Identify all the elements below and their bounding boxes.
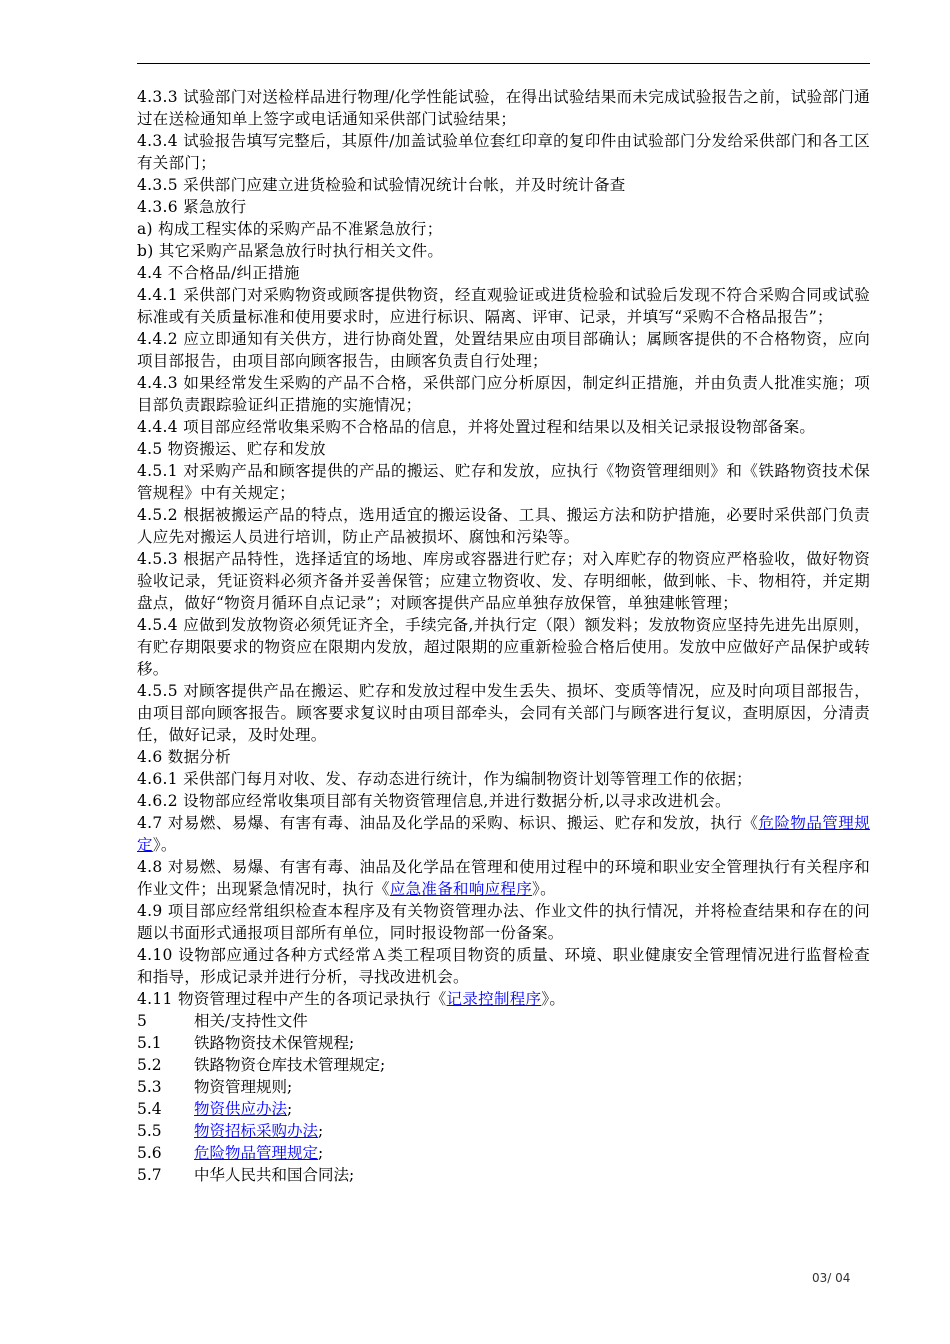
paragraph-4-8-text: 4.8 对易燃、易爆、有害有毒、油品及化学品在管理和使用过程中的环境和职业安全管理执行有关程序和作业文件；出现紧急情况时，执行《 bbox=[137, 858, 870, 898]
paragraph-4-4-1: 4.4.1 采供部门对采购物资或顾客提供物资，经直观验证或进货检验和试验后发现不符合采购合同或试验标准或有关质量标准和使用要求时，应进行标识、隔离、评审、记录，并填写“采购不合格品报告”； bbox=[137, 286, 870, 326]
reference-number: 5.1 bbox=[137, 1034, 162, 1052]
reference-item bbox=[137, 1032, 870, 1054]
reference-item bbox=[137, 1054, 870, 1076]
paragraph-4-3-5: 4.3.5 采供部门应建立进货检验和试验情况统计台帐，并及时统计备查 bbox=[137, 176, 626, 194]
reference-number: 5.2 bbox=[137, 1056, 162, 1074]
page-number: 03/ 04 bbox=[812, 1271, 851, 1285]
paragraph-4-3-6: 4.3.6 紧急放行 bbox=[137, 198, 247, 216]
paragraph-4-7 bbox=[137, 812, 870, 856]
reference-number: 5.3 bbox=[137, 1078, 162, 1096]
reference-text: 铁路物资技术保管规程; bbox=[194, 1034, 355, 1052]
paragraph-4-4-3: 4.4.3 如果经常发生采购的产品不合格，采供部门应分析原因，制定纠正措施，并由负责人批准实施；项目部负责跟踪验证纠正措施的实施情况； bbox=[137, 374, 870, 414]
paragraph-4-4-4: 4.4.4 项目部应经常收集采购不合格品的信息，并将处置过程和结果以及相关记录报设物部备案。 bbox=[137, 418, 816, 436]
paragraph-4-7-end: 》。 bbox=[152, 836, 177, 854]
paragraph-4-5-4: 4.5.4 应做到发放物资必须凭证齐全，手续完备,并执行定（限）额发料；发放物资应坚持先进先出原则，有贮存期限要求的物资应在限期内发放，超过限期的应重新检验合格后使用。发放中应做好产品保护或转移。 bbox=[137, 616, 870, 678]
heading-4-4: 4.4 不合格品/纠正措施 bbox=[137, 264, 300, 282]
reference-item bbox=[137, 1142, 870, 1164]
reference-item bbox=[137, 1098, 870, 1120]
paragraph-4-4-2: 4.4.2 应立即通知有关供方，进行协商处置，处置结果应由项目部确认；属顾客提供的不合格物资，应向项目部报告，由项目部向顾客报告，由顾客负责自行处理； bbox=[137, 330, 870, 370]
document-body bbox=[137, 86, 870, 1186]
reference-text: 物资管理规则; bbox=[194, 1078, 293, 1096]
link-material-supply-measures[interactable]: 物资供应办法 bbox=[194, 1100, 288, 1118]
paragraph-4-6-2: 4.6.2 设物部应经常收集项目部有关物资管理信息,并进行数据分析,以寻求改进机会。 bbox=[137, 792, 731, 810]
paragraph-4-5-2: 4.5.2 根据被搬运产品的特点，选用适宜的搬运设备、工具、搬运方法和防护措施，必要时采供部门负责人应先对搬运人员进行培训，防止产品被损坏、腐蚀和污染等。 bbox=[137, 506, 870, 546]
heading-5-number: 5 bbox=[137, 1012, 147, 1030]
reference-number: 5.7 bbox=[137, 1166, 162, 1184]
reference-number: 5.5 bbox=[137, 1122, 162, 1140]
paragraph-4-3-6-b: b) 其它采购产品紧急放行时执行相关文件。 bbox=[137, 242, 444, 260]
paragraph-4-7-text: 4.7 对易燃、易爆、有害有毒、油品及化学品的采购、标识、搬运、贮存和发放，执行《 bbox=[137, 814, 759, 832]
heading-5-title: 相关/支持性文件 bbox=[194, 1012, 308, 1030]
reference-text: 铁路物资仓库技术管理规定; bbox=[194, 1056, 386, 1074]
reference-number: 5.6 bbox=[137, 1144, 162, 1162]
link-hazardous-goods-rules[interactable]: 危险物品管理规定 bbox=[137, 814, 870, 854]
paragraph-4-3-6-a: a) 构成工程实体的采购产品不准紧急放行； bbox=[137, 220, 443, 238]
heading-5 bbox=[137, 1010, 870, 1032]
paragraph-4-3-3: 4.3.3 试验部门对送检样品进行物理/化学性能试验，在得出试验结果而未完成试验报告之前，试验部门通过在送检通知单上签字或电话通知采供部门试验结果； bbox=[137, 88, 870, 128]
reference-text: 中华人民共和国合同法; bbox=[194, 1166, 355, 1184]
reference-punct: ; bbox=[287, 1100, 293, 1118]
heading-4-5: 4.5 物资搬运、贮存和发放 bbox=[137, 440, 326, 458]
paragraph-4-10: 4.10 设物部应通过各种方式经常Ａ类工程项目物资的质量、环境、职业健康安全管理情况进行监督检查和指导，形成记录并进行分析，寻找改进机会。 bbox=[137, 946, 870, 986]
link-record-control-procedure[interactable]: 记录控制程序 bbox=[446, 990, 542, 1008]
paragraph-4-11-text: 4.11 物资管理过程中产生的各项记录执行《 bbox=[137, 990, 447, 1008]
paragraph-4-8-end: 》。 bbox=[532, 880, 556, 898]
reference-item bbox=[137, 1076, 870, 1098]
paragraph-4-8 bbox=[137, 856, 870, 900]
link-tender-procurement-measures[interactable]: 物资招标采购办法 bbox=[194, 1122, 319, 1140]
paragraph-4-3-4: 4.3.4 试验报告填写完整后，其原件/加盖试验单位套红印章的复印件由试验部门分发给采供部门和各工区有关部门； bbox=[137, 132, 870, 172]
link-hazardous-goods-rules-ref[interactable]: 危险物品管理规定 bbox=[194, 1144, 319, 1162]
reference-item bbox=[137, 1120, 870, 1142]
paragraph-4-11 bbox=[137, 988, 870, 1010]
header-rule bbox=[137, 63, 870, 64]
reference-item bbox=[137, 1164, 870, 1186]
paragraph-4-9: 4.9 项目部应经常组织检查本程序及有关物资管理办法、作业文件的执行情况，并将检查结果和存在的问题以书面形式通报项目部所有单位，同时报设物部一份备案。 bbox=[137, 902, 870, 942]
heading-4-6: 4.6 数据分析 bbox=[137, 748, 231, 766]
paragraph-4-11-end: 》。 bbox=[541, 990, 566, 1008]
paragraph-4-5-1: 4.5.1 对采购产品和顾客提供的产品的搬运、贮存和发放，应执行《物资管理细则》和《铁路物资技术保管规程》中有关规定； bbox=[137, 462, 870, 502]
reference-punct: ; bbox=[318, 1144, 324, 1162]
paragraph-4-5-5: 4.5.5 对顾客提供产品在搬运、贮存和发放过程中发生丢失、损坏、变质等情况，应及时向项目部报告，由项目部向顾客报告。顾客要求复议时由项目部牵头，会同有关部门与顾客进行复议，查明原因，分清责任，做好记录，及时处理。 bbox=[137, 682, 870, 744]
reference-punct: ; bbox=[318, 1122, 324, 1140]
reference-number: 5.4 bbox=[137, 1100, 162, 1118]
paragraph-4-6-1: 4.6.1 采供部门每月对收、发、存动态进行统计，作为编制物资计划等管理工作的依据； bbox=[137, 770, 752, 788]
link-emergency-procedure[interactable]: 应急准备和响应程序 bbox=[389, 880, 533, 898]
paragraph-4-5-3: 4.5.3 根据产品特性，选择适宜的场地、库房或容器进行贮存；对入库贮存的物资应严格验收，做好物资验收记录，凭证资料必须齐备并妥善保管；应建立物资收、发、存明细帐，做到帐、卡、物相符，并定期盘点，做好“物资月循环自点记录”；对顾客提供产品应单独存放保管，单独建帐管理； bbox=[137, 550, 870, 612]
